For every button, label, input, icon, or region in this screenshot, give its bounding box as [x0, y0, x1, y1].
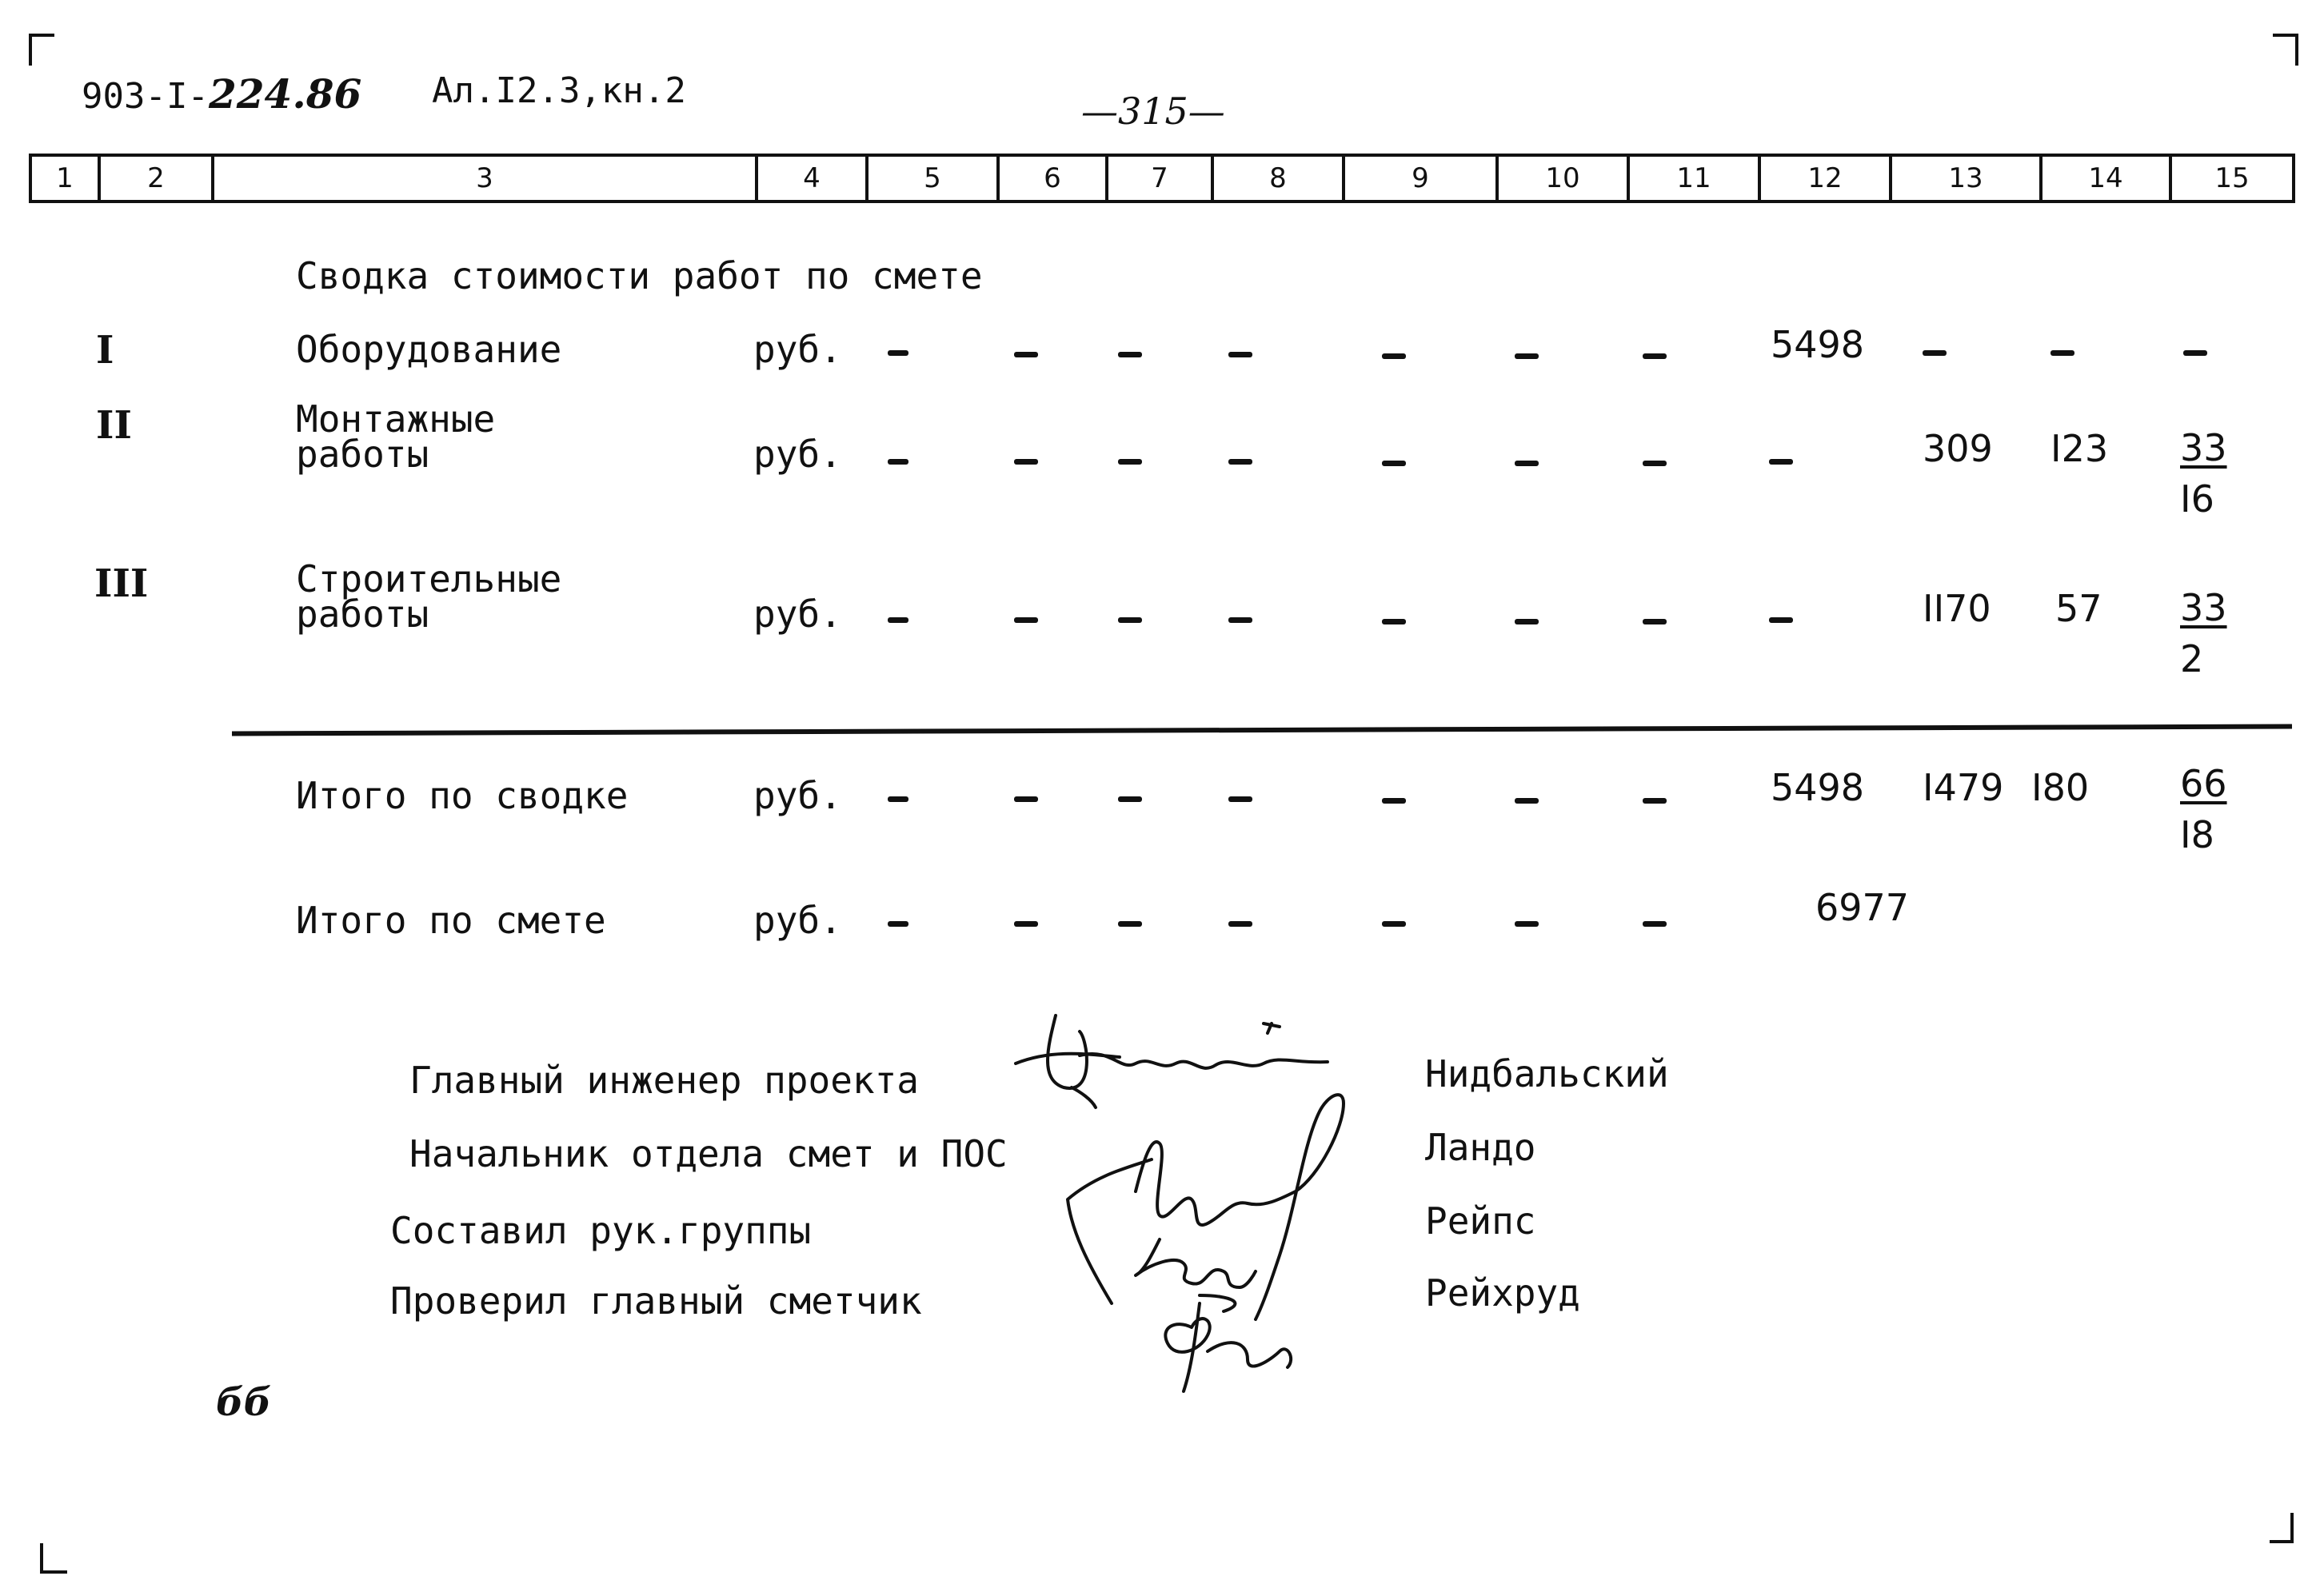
empty-cell-dash [1643, 461, 1667, 466]
album-reference: Ал.I2.3,кн.2 [432, 70, 686, 111]
cell-col15-fraction [2180, 582, 2227, 684]
corner-mark-bottom-right [2270, 1513, 2294, 1543]
empty-cell-dash [1643, 353, 1667, 359]
empty-cell-dash [1382, 798, 1406, 804]
empty-cell-dash [1118, 352, 1142, 357]
fraction-bottom: I6 [2180, 477, 2214, 521]
cell-col14: 57 [2055, 587, 2102, 630]
empty-cell-dash [1382, 921, 1406, 927]
empty-cell-dash [1014, 796, 1038, 802]
footer-mark: бб [216, 1380, 272, 1425]
empty-cell-dash [1515, 619, 1539, 624]
empty-cell-dash [888, 459, 908, 465]
empty-cell-dash [888, 617, 908, 623]
cell-col15-fraction [2180, 422, 2227, 525]
totals-divider [232, 724, 2292, 736]
row-name: Оборудование [296, 328, 562, 371]
column-number: 10 [1499, 157, 1630, 200]
empty-cell-dash [1643, 798, 1667, 804]
document-code-prefix: 903-I- [82, 76, 209, 117]
signatory-name: Ландо [1425, 1126, 1536, 1169]
empty-cell-dash [1923, 350, 1947, 356]
column-number: 15 [2214, 162, 2250, 194]
column-number: 7 [1108, 157, 1214, 200]
row-name: Монтажные [296, 397, 496, 441]
row-name: работы [296, 433, 429, 476]
empty-cell-dash [1515, 798, 1539, 804]
corner-mark-bottom-left [40, 1543, 67, 1574]
total-summary-unit: руб. [753, 774, 842, 817]
empty-cell-dash [1228, 352, 1252, 357]
column-number: 1 [32, 157, 101, 200]
row-name: работы [296, 593, 429, 636]
empty-cell-dash [1515, 353, 1539, 359]
empty-cell-dash [1014, 459, 1038, 465]
fraction-top: 66 [2180, 762, 2227, 805]
empty-cell-dash [888, 350, 908, 356]
empty-cell-dash [1228, 921, 1252, 927]
cell-col12: 5498 [1771, 323, 1865, 366]
column-number: 13 [1892, 157, 2042, 200]
signature-title: Главный инженер проекта [409, 1059, 919, 1102]
column-number-row [29, 154, 2295, 203]
empty-cell-dash [1643, 921, 1667, 927]
row-number: I [96, 328, 114, 373]
empty-cell-dash [2050, 350, 2074, 356]
cell-col14: I23 [2050, 427, 2109, 470]
row-name: Строительные [296, 557, 562, 600]
fraction-bottom: I8 [2180, 813, 2214, 856]
total-estimate-value: 6977 [1815, 886, 1910, 929]
empty-cell-dash [1515, 461, 1539, 466]
page-number: —315— [1081, 90, 1225, 133]
empty-cell-dash [1014, 921, 1038, 927]
empty-cell-dash [1515, 921, 1539, 927]
column-number: 14 [2042, 157, 2172, 200]
signatory-name: Рейпс [1425, 1199, 1536, 1243]
signature-stroke [1068, 1095, 1344, 1319]
empty-cell-dash [1118, 459, 1142, 465]
empty-cell-dash [1014, 617, 1038, 623]
corner-mark-top-left [29, 34, 54, 66]
signature-title: Составил рук.группы [390, 1209, 812, 1252]
fraction-top: 33 [2180, 426, 2227, 469]
signature-title: Проверил главный сметчик [390, 1279, 922, 1323]
column-number: 3 [214, 157, 758, 200]
signature-stroke [1165, 1303, 1291, 1391]
row-number: III [94, 561, 149, 606]
empty-cell-dash [1014, 352, 1038, 357]
empty-cell-dash [1382, 461, 1406, 466]
handwritten-signatures [992, 999, 1408, 1399]
empty-cell-dash [1382, 353, 1406, 359]
total-estimate-label: Итого по смете [296, 899, 606, 942]
column-number: 12 [1761, 157, 1892, 200]
document-code [82, 70, 361, 118]
column-number: 8 [1214, 157, 1345, 200]
signatory-name: Нидбальский [1425, 1052, 1669, 1095]
total-col13: I479 [1923, 766, 2004, 809]
corner-mark-top-right [2273, 34, 2298, 66]
fraction-top: 33 [2180, 586, 2227, 629]
column-number: 11 [1630, 157, 1761, 200]
total-summary-label: Итого по сводке [296, 774, 629, 817]
total-col15-fraction [2180, 758, 2227, 860]
total-col12: 5498 [1771, 766, 1865, 809]
column-number: 2 [101, 157, 214, 200]
total-col14: I80 [2031, 766, 2090, 809]
empty-cell-dash [888, 796, 908, 802]
signature-stroke [1136, 1239, 1256, 1311]
empty-cell-dash [1228, 459, 1252, 465]
empty-cell-dash [1118, 617, 1142, 623]
document-code-handwritten: 224.86 [208, 70, 362, 118]
cell-col13: II70 [1923, 587, 1991, 630]
column-number: 4 [758, 157, 869, 200]
row-unit: руб. [753, 593, 842, 636]
signatory-name: Рейхруд [1425, 1271, 1580, 1315]
total-estimate-unit: руб. [753, 899, 842, 942]
column-number: 9 [1345, 157, 1499, 200]
empty-cell-dash [1643, 619, 1667, 624]
empty-cell-dash [2183, 350, 2207, 356]
signature-title: Начальник отдела смет и ПОС [409, 1132, 1008, 1175]
row-number: II [96, 403, 132, 448]
empty-cell-dash [1118, 921, 1142, 927]
row-unit: руб. [753, 328, 842, 371]
empty-cell-dash [1228, 796, 1252, 802]
empty-cell-dash [1769, 617, 1793, 623]
fraction-bottom: 2 [2180, 637, 2204, 680]
cell-col13: 309 [1923, 427, 1993, 470]
column-number: 6 [1000, 157, 1108, 200]
summary-title: Сводка стоимости работ по смете [296, 254, 983, 297]
row-unit: руб. [753, 433, 842, 476]
empty-cell-dash [1228, 617, 1252, 623]
column-number: 5 [869, 157, 1000, 200]
empty-cell-dash [1769, 459, 1793, 465]
empty-cell-dash [1382, 619, 1406, 624]
empty-cell-dash [1118, 796, 1142, 802]
empty-cell-dash [888, 921, 908, 927]
